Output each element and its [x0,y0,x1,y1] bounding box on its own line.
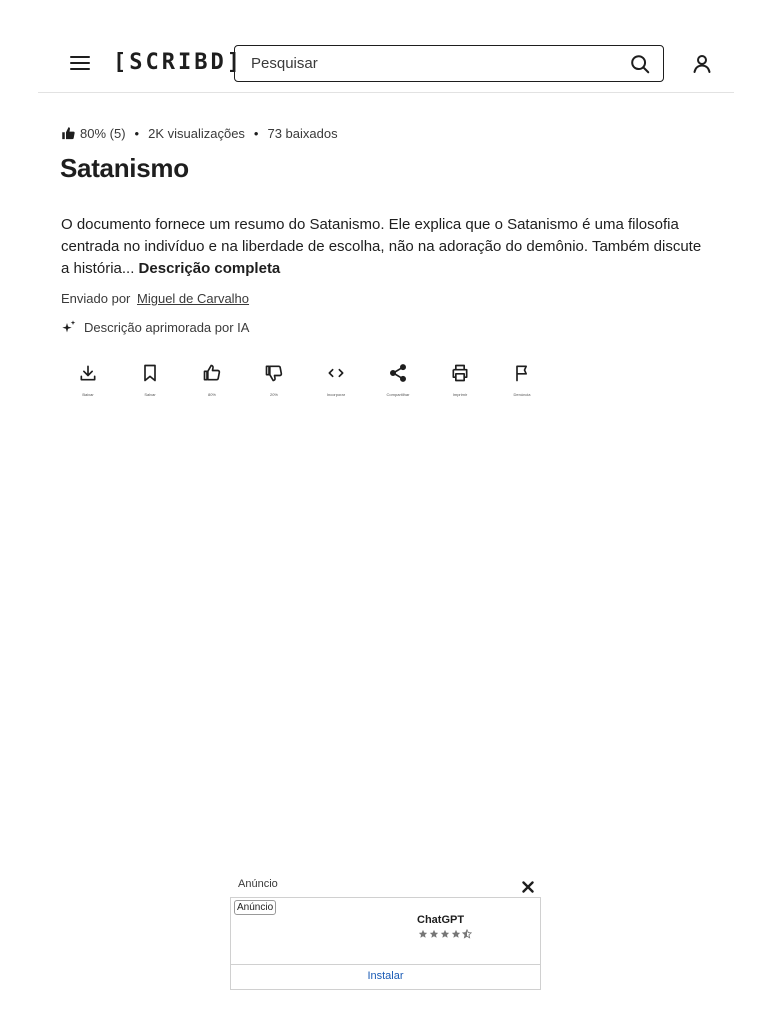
share-icon [388,363,408,383]
embed-label: Incorporar [326,392,346,397]
star-icon [429,929,439,939]
ai-note-text: Descrição aprimorada por IA [84,319,250,335]
save-button[interactable] [119,362,181,402]
uploaded-by-label: Enviado por [61,291,131,306]
share-button[interactable] [367,362,429,402]
like-label: 80% [207,392,216,397]
uploader-link[interactable]: Miguel de Carvalho [137,291,250,306]
downloads-count: 73 baixados [267,125,338,141]
ad-banner[interactable] [230,897,541,990]
bookmark-icon [140,363,160,383]
install-button[interactable]: Instalar [367,970,404,982]
document-stats [61,124,338,142]
download-icon [78,363,98,383]
print-button[interactable] [429,362,491,402]
dislike-label: 20% [269,392,278,397]
thumbs-up-filled-icon [61,126,76,141]
ad-rating-stars [418,929,473,941]
scribd-logo[interactable]: [SCRIBD] [113,50,243,75]
thumbs-up-icon [202,363,222,383]
rating-text: 80% (5) [80,125,126,141]
full-description-link[interactable]: Descrição completa [138,260,281,277]
print-icon [450,363,470,383]
search-input[interactable] [236,47,616,80]
description-text: O documento fornece um resumo do Satanismo. Ele explica que o Satanismo é uma filosofia centrada no indivíduo e na liberdade de escolha, não na adoração do demônio. Também discute a história... [61,216,702,277]
search-box[interactable] [234,45,664,82]
ai-note [61,318,249,336]
menu-icon[interactable] [68,52,92,74]
star-half-icon [462,929,472,939]
ad-label: Anúncio [238,878,278,890]
dislike-button[interactable] [243,362,305,402]
share-label: Compartilhar [386,392,410,397]
close-icon[interactable] [519,878,537,896]
report-label: Denúncia [513,392,531,397]
star-icon [418,929,428,939]
report-button[interactable] [491,362,553,402]
site-header [38,0,734,93]
print-label: Imprimir [452,392,468,397]
thumbs-down-icon [264,363,284,383]
separator-dot: • [134,125,140,141]
ad-app-name: ChatGPT [417,914,465,926]
save-label: Salvar [144,392,156,397]
embed-icon [326,363,346,383]
document-toolbar [57,362,553,402]
uploader-info [61,291,249,306]
like-button[interactable] [181,362,243,402]
ad-badge: Anúncio [234,900,276,915]
download-label: Baixar [82,392,94,397]
flag-icon [512,363,532,383]
document-description [61,214,711,280]
search-icon[interactable] [629,53,651,75]
user-icon[interactable] [690,52,714,76]
sparkle-icon [61,319,77,335]
embed-button[interactable] [305,362,367,402]
star-icon [440,929,450,939]
document-title: Satanismo [60,153,189,183]
views-count: 2K visualizações [148,125,245,141]
separator-dot: • [253,125,259,141]
download-button[interactable] [57,362,119,402]
star-icon [451,929,461,939]
